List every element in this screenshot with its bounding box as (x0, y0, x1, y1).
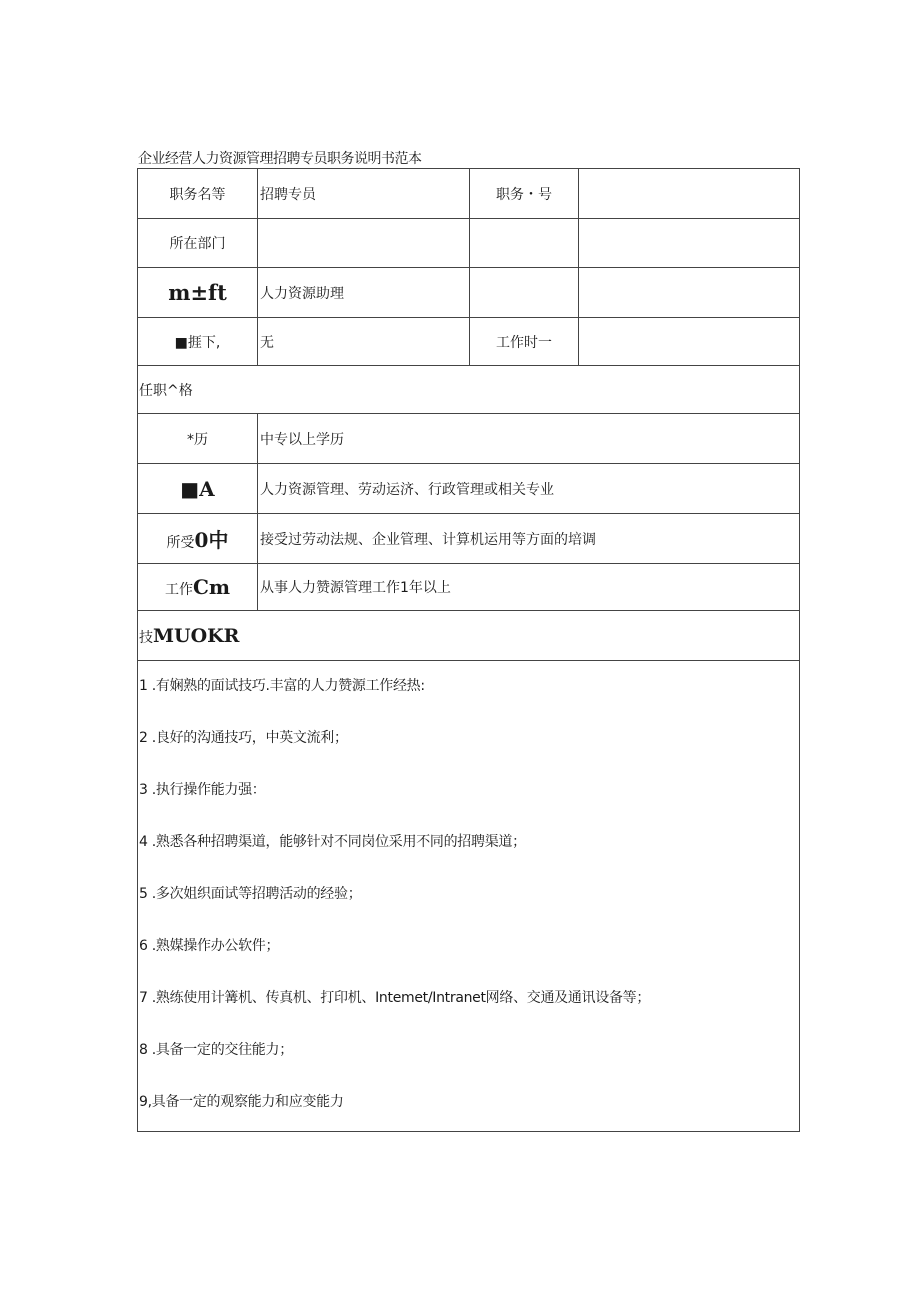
label-supervisor: m±ft (138, 268, 258, 318)
label-blank-r2 (470, 219, 579, 268)
value-training: 接受过劳动法规、企业管理、计算机运用等方面的培调 (258, 514, 800, 564)
label-major-text-b: ■A (180, 476, 215, 501)
value-work-hours (579, 318, 800, 366)
label-training (138, 514, 258, 564)
skill-item: 2 .良好的沟通技巧，中英文流利； (139, 730, 348, 746)
skill-item: 6 .熟媒操作办公软件； (139, 938, 280, 954)
skills-heading (138, 611, 800, 661)
value-blank-r2 (579, 219, 800, 268)
label-experience (138, 564, 258, 611)
label-education (138, 414, 258, 464)
skill-item: 4 .熟悉各种招聘渠道，能够针对不同岗位采用不同的招聘渠道； (139, 834, 526, 850)
row-training (138, 514, 800, 564)
row-qualifications-heading (138, 366, 800, 414)
value-major: 人力资源管理、劳动运济、行政管理或相关专业 (258, 464, 800, 514)
value-supervisor: 人力资源助理 (258, 268, 470, 318)
skill-item: 5 .多次姐织面试等招聘活动的经验； (139, 886, 362, 902)
value-job-number (579, 169, 800, 219)
skill-item: 1 .有娴熟的面试技巧.丰富的人力赞源工作经热: (139, 678, 425, 694)
label-experience-text-a: 工作 (164, 582, 193, 598)
label-training-text-b: 0中 (194, 528, 229, 552)
skills-heading-text-a: 技 (139, 629, 153, 646)
row-subordinates (138, 318, 800, 366)
value-blank-r3 (579, 268, 800, 318)
label-major (138, 464, 258, 514)
value-education: 中专以上学历 (258, 414, 800, 464)
label-education-text: *历 (187, 431, 208, 448)
label-subordinates: ■捱下, (138, 318, 258, 366)
row-major (138, 464, 800, 514)
label-experience-text-b: Cm (192, 575, 231, 599)
skill-item: 8 .具备一定的交往能力； (139, 1042, 293, 1058)
skill-item: 3 .执行操作能力强： (139, 782, 266, 798)
row-skills-heading (138, 611, 800, 661)
row-education (138, 414, 800, 464)
skill-item: 9,具备一定的观察能力和应变能力 (139, 1094, 344, 1110)
label-blank-r3 (470, 268, 579, 318)
value-experience: 从事人力赞源管理工作1年以上 (258, 564, 800, 611)
job-description-table (137, 168, 800, 1132)
value-job-title: 招聘专员 (258, 169, 470, 219)
row-job-title (138, 169, 800, 219)
document-title: 企业经营人力资源管理招聘专员职务说明书范本 (138, 151, 422, 167)
qualifications-heading: 任职^格 (138, 366, 800, 414)
value-department (258, 219, 470, 268)
skills-list (138, 661, 800, 1132)
label-training-text-a: 所受 (166, 535, 195, 551)
row-department (138, 219, 800, 268)
label-job-title: 职务名等 (138, 169, 258, 219)
row-supervisor (138, 268, 800, 318)
skills-heading-text-b: MUOKR (153, 624, 240, 647)
label-department: 所在部门 (138, 219, 258, 268)
label-work-hours: 工作时一 (470, 318, 579, 366)
label-job-number: 职务・号 (470, 169, 579, 219)
value-subordinates: 无 (258, 318, 470, 366)
skill-item: 7 .熟练使用计篝机、传真机、打印机、Intemet/Intranet网络、交通及通讯设备等； (139, 990, 651, 1006)
row-experience (138, 564, 800, 611)
row-skills-list (138, 661, 800, 1132)
